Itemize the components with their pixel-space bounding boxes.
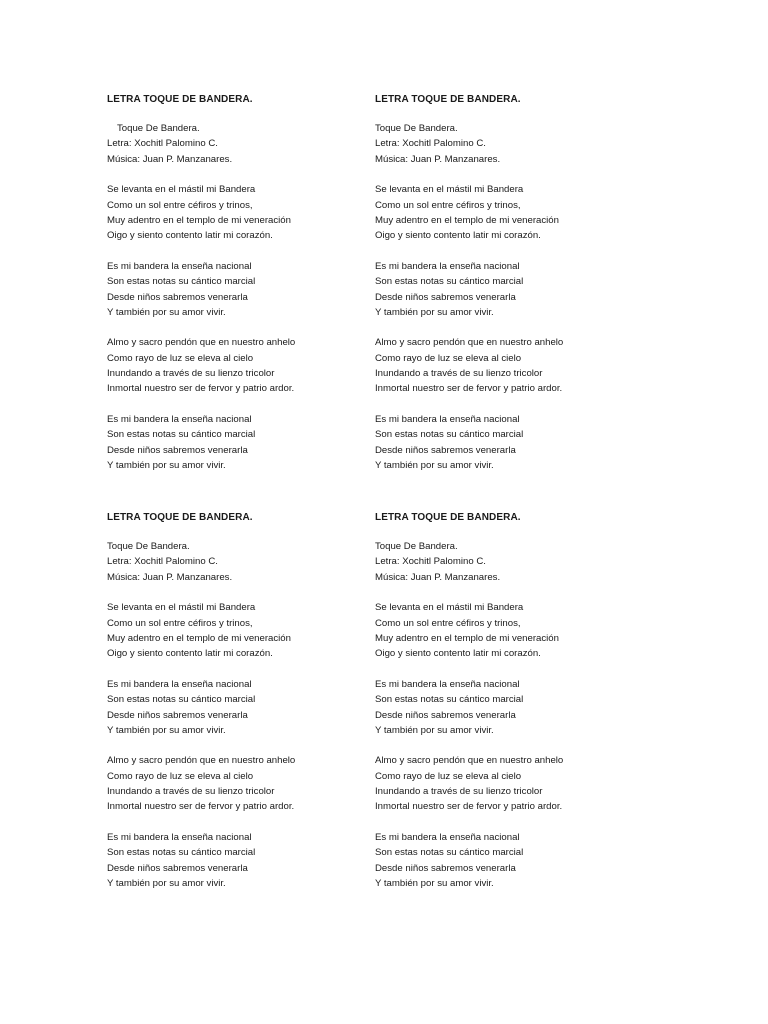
stanza-2: [375, 677, 625, 739]
lyric-line: Oigo y siento contento latir mi corazón.: [375, 230, 541, 242]
lyric-line: Desde niños sabremos venerarla: [375, 444, 516, 456]
block-title: LETRA TOQUE DE BANDERA.: [375, 512, 521, 523]
lyric-line: Es mi bandera la enseña nacional: [107, 678, 252, 690]
lyrics-block-bottom-left: [107, 511, 357, 906]
stanza-2: [107, 677, 357, 739]
stanza-2: [107, 259, 357, 321]
lyric-line: Son estas notas su cántico marcial: [107, 276, 256, 288]
credits-stanza: [107, 539, 357, 585]
lyric-line: Son estas notas su cántico marcial: [107, 694, 256, 706]
lyric-line: Y también por su amor vivir.: [375, 306, 494, 318]
stanza-1: [375, 600, 625, 662]
lyric-line: Muy adentro en el templo de mi veneración: [107, 214, 291, 226]
song-name-line: Toque De Bandera.: [375, 541, 458, 552]
lyric-line: Es mi bandera la enseña nacional: [375, 260, 520, 272]
lyric-line: Como un sol entre céfiros y trinos,: [107, 617, 253, 629]
lyric-line: Oigo y siento contento latir mi corazón.: [107, 230, 273, 242]
lyric-line: Se levanta en el mástil mi Bandera: [375, 602, 524, 614]
lyric-line: Como rayo de luz se eleva al cielo: [107, 352, 254, 364]
lyric-line: Muy adentro en el templo de mi veneración: [375, 632, 559, 644]
lyric-line: Como un sol entre céfiros y trinos,: [107, 199, 253, 211]
lyric-line: Y también por su amor vivir.: [107, 724, 226, 736]
lyric-line: Se levanta en el mástil mi Bandera: [107, 184, 256, 196]
lyric-line: Y también por su amor vivir.: [375, 878, 494, 890]
stanza-2: [375, 259, 625, 321]
lyric-line: Y también por su amor vivir.: [375, 724, 494, 736]
composer-line: Música: Juan P. Manzanares.: [107, 153, 233, 165]
lyric-line: Inmortal nuestro ser de fervor y patrio ardor.: [375, 801, 563, 813]
lyric-line: Muy adentro en el templo de mi veneración: [107, 632, 291, 644]
block-title: LETRA TOQUE DE BANDERA.: [375, 94, 521, 105]
lyric-line: Son estas notas su cántico marcial: [375, 847, 524, 859]
lyric-line: Inmortal nuestro ser de fervor y patrio ardor.: [107, 801, 295, 813]
lyric-line: Es mi bandera la enseña nacional: [107, 260, 252, 272]
song-name-line: Toque De Bandera.: [107, 541, 190, 552]
lyricist-line: Letra: Xochitl Palomino C.: [107, 556, 218, 568]
lyric-line: Y también por su amor vivir.: [107, 878, 226, 890]
lyrics-block-bottom-right: [375, 511, 625, 906]
lyric-line: Es mi bandera la enseña nacional: [107, 831, 252, 843]
song-name-line: Toque De Bandera.: [117, 123, 200, 134]
lyric-line: Se levanta en el mástil mi Bandera: [107, 602, 256, 614]
stanza-3: [375, 753, 625, 815]
lyric-line: Son estas notas su cántico marcial: [107, 429, 256, 441]
composer-line: Música: Juan P. Manzanares.: [375, 571, 501, 583]
lyric-line: Inundando a través de su lienzo tricolor: [375, 786, 543, 798]
song-name-line: Toque De Bandera.: [375, 123, 458, 134]
block-title: LETRA TOQUE DE BANDERA.: [107, 512, 253, 523]
lyric-line: Como rayo de luz se eleva al cielo: [107, 770, 254, 782]
lyric-line: Inundando a través de su lienzo tricolor: [107, 786, 275, 798]
lyric-line: Almo y sacro pendón que en nuestro anhelo: [107, 337, 296, 349]
lyric-line: Inmortal nuestro ser de fervor y patrio ardor.: [107, 383, 295, 395]
stanza-3: [375, 335, 625, 397]
lyric-line: Desde niños sabremos venerarla: [375, 862, 516, 874]
composer-line: Música: Juan P. Manzanares.: [375, 153, 501, 165]
lyric-line: Son estas notas su cántico marcial: [375, 429, 524, 441]
lyric-line: Es mi bandera la enseña nacional: [375, 831, 520, 843]
lyric-line: Desde niños sabremos venerarla: [375, 709, 516, 721]
lyric-line: Inundando a través de su lienzo tricolor: [107, 368, 275, 380]
lyricist-line: Letra: Xochitl Palomino C.: [375, 556, 486, 568]
lyric-line: Son estas notas su cántico marcial: [375, 276, 524, 288]
lyric-line: Y también por su amor vivir.: [107, 306, 226, 318]
lyric-line: Desde niños sabremos venerarla: [375, 291, 516, 303]
lyric-line: Es mi bandera la enseña nacional: [375, 678, 520, 690]
stanza-3: [107, 753, 357, 815]
lyric-line: Inundando a través de su lienzo tricolor: [375, 368, 543, 380]
lyric-line: Son estas notas su cántico marcial: [107, 847, 256, 859]
lyric-line: Como rayo de luz se eleva al cielo: [375, 770, 522, 782]
lyric-line: Desde niños sabremos venerarla: [107, 709, 248, 721]
lyric-line: Y también por su amor vivir.: [375, 460, 494, 472]
lyric-line: Desde niños sabremos venerarla: [107, 291, 248, 303]
lyric-line: Almo y sacro pendón que en nuestro anhelo: [107, 755, 296, 767]
lyricist-line: Letra: Xochitl Palomino C.: [375, 138, 486, 150]
stanza-4: [107, 412, 357, 474]
stanza-1: [375, 182, 625, 244]
lyric-line: Es mi bandera la enseña nacional: [107, 413, 252, 425]
stanza-3: [107, 335, 357, 397]
stanza-1: [107, 182, 357, 244]
lyric-line: Desde niños sabremos venerarla: [107, 444, 248, 456]
lyric-line: Inmortal nuestro ser de fervor y patrio ardor.: [375, 383, 563, 395]
lyricist-line: Letra: Xochitl Palomino C.: [107, 138, 218, 150]
lyrics-block-top-left: [107, 93, 357, 488]
stanza-4: [107, 830, 357, 892]
block-title: LETRA TOQUE DE BANDERA.: [107, 94, 253, 105]
lyric-line: Como un sol entre céfiros y trinos,: [375, 199, 521, 211]
lyric-line: Y también por su amor vivir.: [107, 460, 226, 472]
lyric-line: Se levanta en el mástil mi Bandera: [375, 184, 524, 196]
credits-stanza: [375, 121, 625, 167]
stanza-4: [375, 412, 625, 474]
lyric-line: Como un sol entre céfiros y trinos,: [375, 617, 521, 629]
lyric-line: Oigo y siento contento latir mi corazón.: [375, 648, 541, 660]
credits-stanza: [375, 539, 625, 585]
lyric-line: Oigo y siento contento latir mi corazón.: [107, 648, 273, 660]
lyrics-block-top-right: [375, 93, 625, 488]
stanza-1: [107, 600, 357, 662]
lyric-line: Almo y sacro pendón que en nuestro anhelo: [375, 755, 564, 767]
lyric-line: Desde niños sabremos venerarla: [107, 862, 248, 874]
lyric-line: Almo y sacro pendón que en nuestro anhelo: [375, 337, 564, 349]
stanza-4: [375, 830, 625, 892]
lyric-line: Muy adentro en el templo de mi veneración: [375, 214, 559, 226]
lyric-line: Como rayo de luz se eleva al cielo: [375, 352, 522, 364]
lyric-line: Son estas notas su cántico marcial: [375, 694, 524, 706]
lyric-line: Es mi bandera la enseña nacional: [375, 413, 520, 425]
credits-stanza: [107, 121, 357, 167]
composer-line: Música: Juan P. Manzanares.: [107, 571, 233, 583]
